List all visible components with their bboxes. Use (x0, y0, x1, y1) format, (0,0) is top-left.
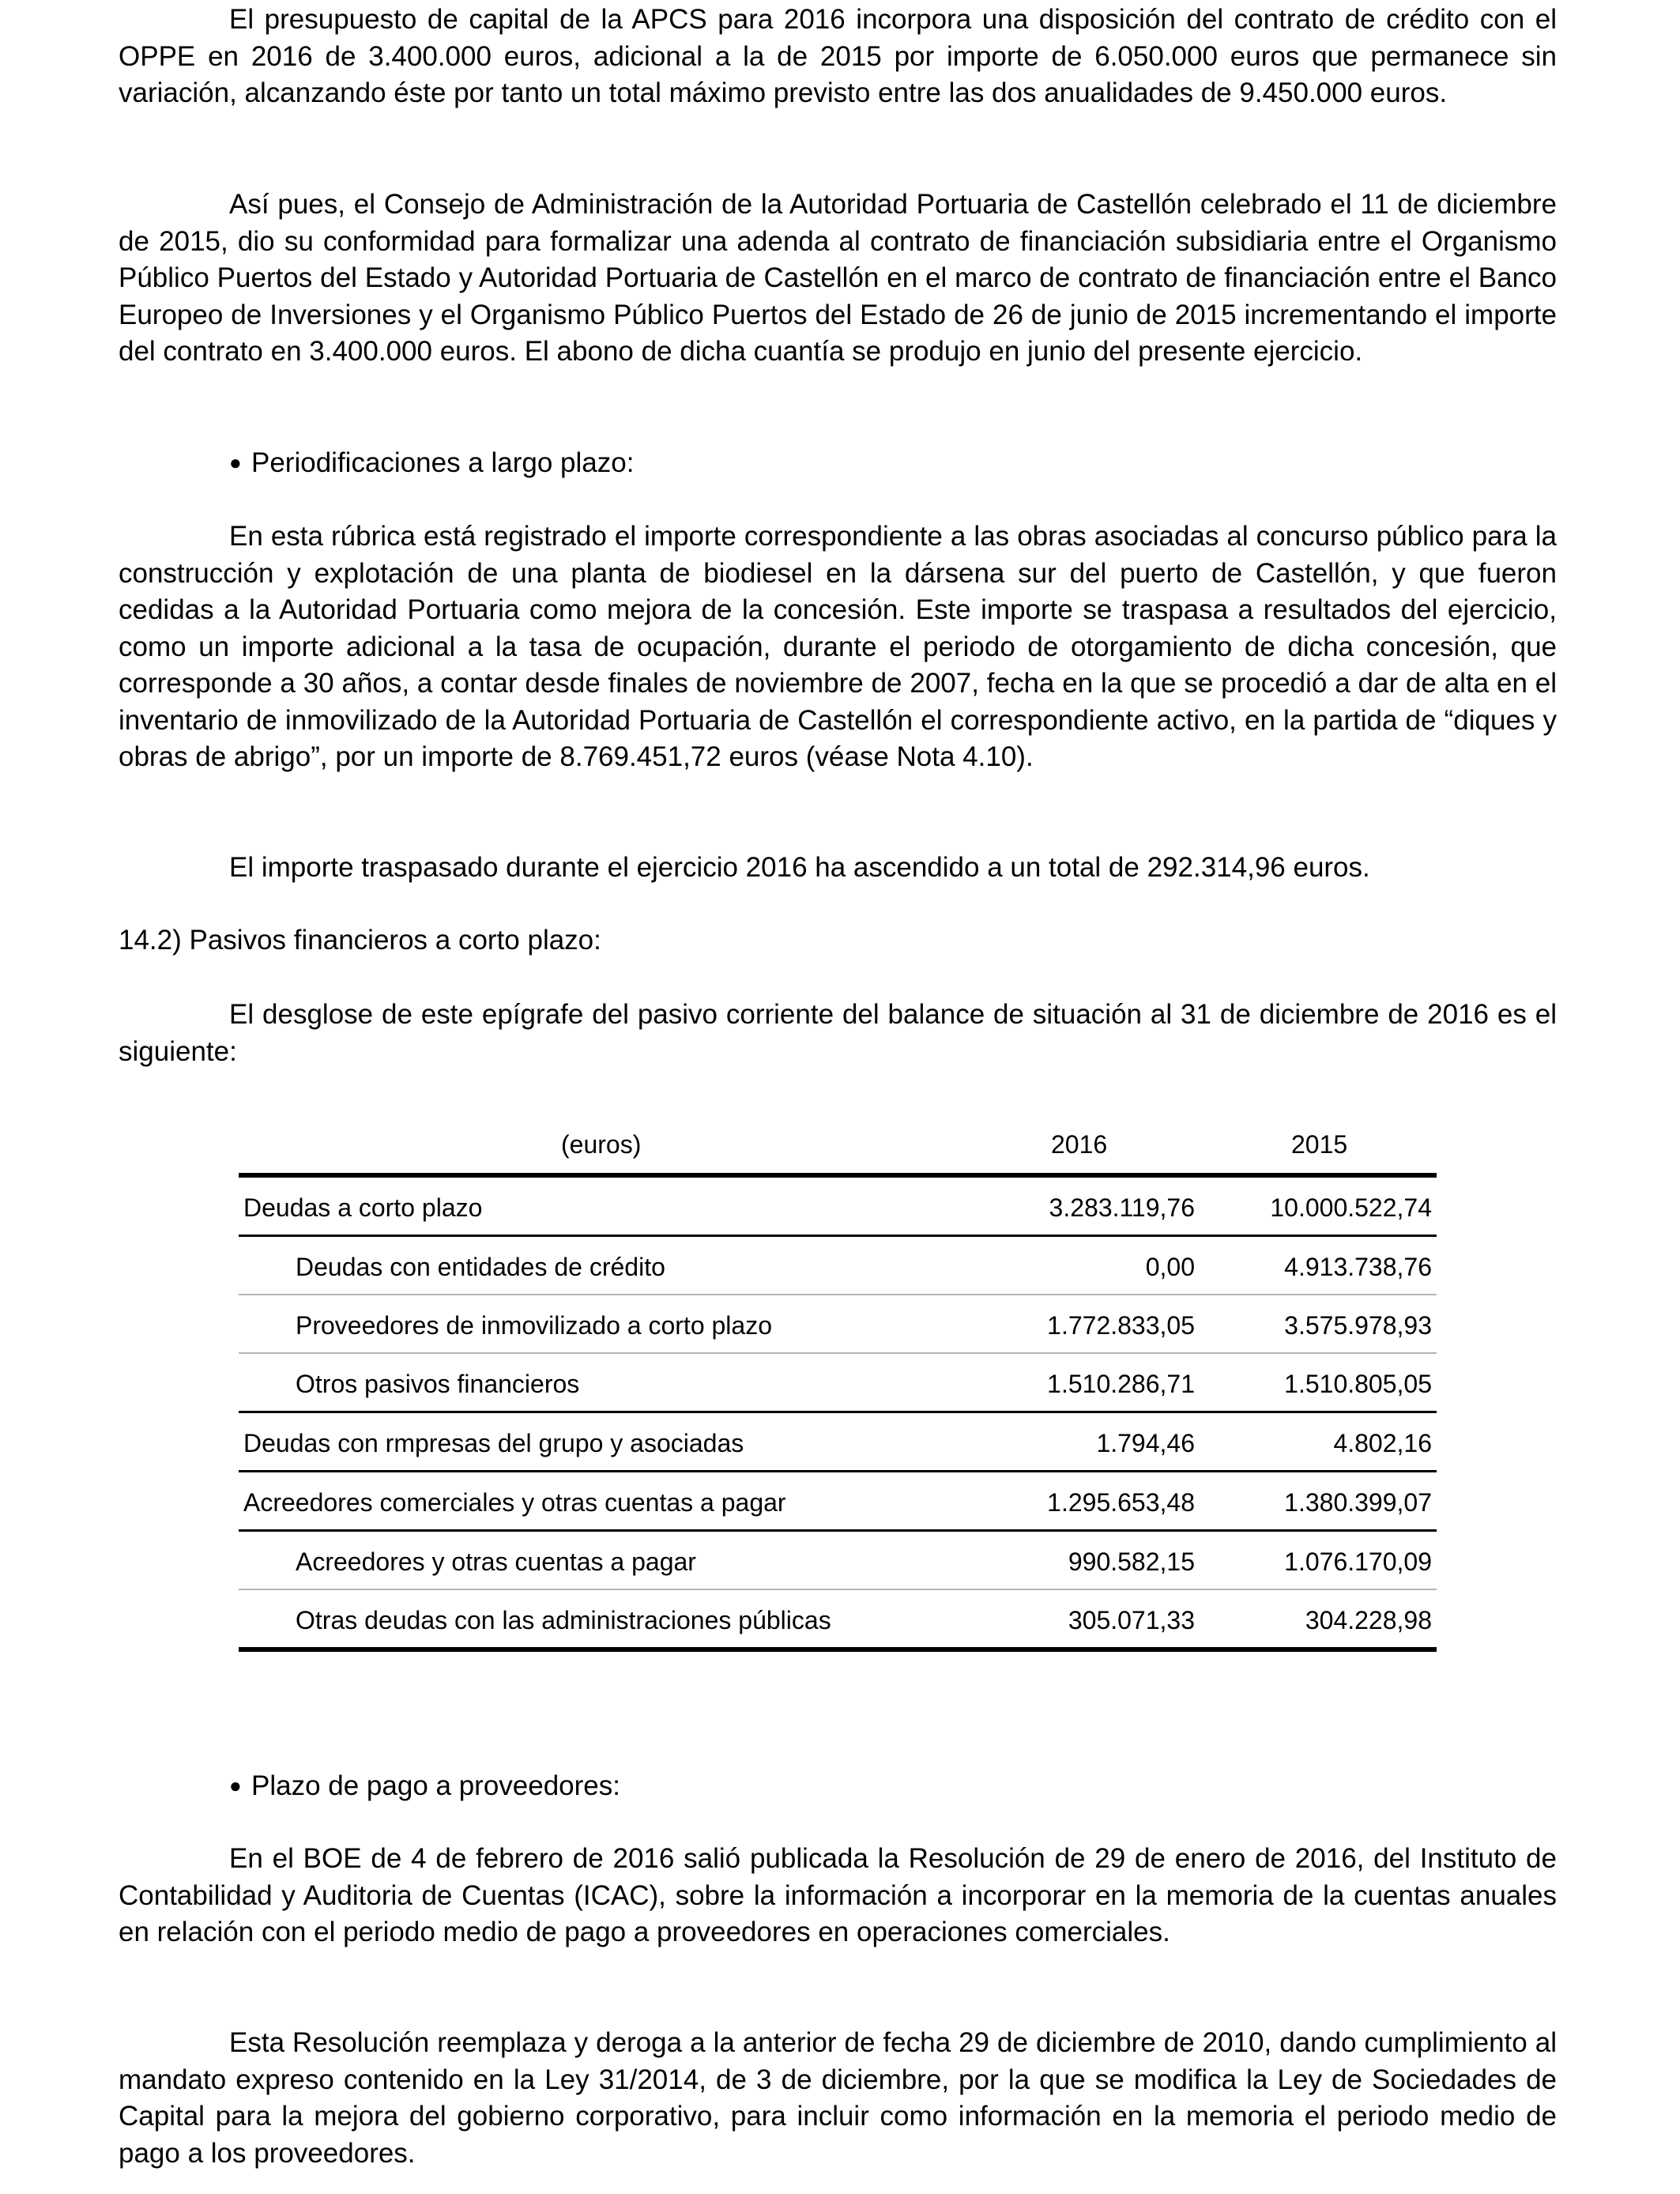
bullet-accruals (229, 444, 634, 482)
table-row (239, 1590, 1437, 1652)
value-2015: 4.913.738,76 (1284, 1253, 1432, 1281)
row-label: Otros pasivos financieros (296, 1370, 580, 1398)
bullet-icon: ● (229, 450, 242, 474)
table-row (239, 1178, 1437, 1237)
paragraph-board-agreement: Así pues, el Consejo de Administración de la Autoridad Portuaria de Castellón celebrado el 11 de diciembre de 2015, dio su conformidad para formalizar una adenda al contrato de financiación subsidiaria entre el Organismo Público Puertos del Estado y Autoridad Portuaria de Castellón en el marco de contrato de financiación entre el Banco Europeo de Inversiones y el Organismo Público Puertos del Estado de 26 de junio de 2015 incrementando el importe del contrato en 3.400.000 euros. El abono de dicha cuantía se produjo en junio del presente ejercicio. (119, 189, 1557, 367)
paragraph-breakdown-intro: El desglose de este epígrafe del pasivo corriente del balance de situación al 31 de diciembre de 2016 es el siguiente: (119, 999, 1557, 1067)
row-label: Otras deudas con las administraciones públicas (296, 1606, 831, 1634)
table-row (239, 1413, 1437, 1472)
value-2016: 305.071,33 (1068, 1606, 1195, 1634)
header-euros: (euros) (561, 1130, 642, 1159)
paragraph-capital-budget: El presupuesto de capital de la APCS para 2016 incorpora una disposición del contrato de crédito con el OPPE en 2016 de 3.400.000 euros, adicional a la de 2015 por importe de 6.050.000 euros que permanece sin variación, alcanzando éste por tanto un total máximo previsto entre las dos anualidades de 9.450.000 euros. (119, 4, 1557, 108)
value-2016: 3.283.119,76 (1049, 1193, 1195, 1222)
row-label: Acreedores comerciales y otras cuentas a pagar (243, 1488, 786, 1517)
paragraph-resolution-replaces: Esta Resolución reemplaza y deroga a la anterior de fecha 29 de diciembre de 2010, dando cumplimiento al mandato expreso contenido en la Ley 31/2014, de 3 de diciembre, por la que se modifica la Ley de Sociedades de Capital para la mejora del gobierno corporativo, para incluir como información en la memoria el periodo medio de pago a los proveedores. (119, 2027, 1557, 2169)
value-2016: 1.794,46 (1096, 1429, 1195, 1457)
table-row (239, 1532, 1437, 1590)
header-2015: 2015 (1291, 1130, 1348, 1159)
table-row (239, 1354, 1437, 1413)
value-2015: 1.076.170,09 (1284, 1547, 1432, 1576)
header-2016: 2016 (1051, 1130, 1108, 1159)
row-label: Deudas con rmpresas del grupo y asociadas (243, 1429, 744, 1457)
value-2015: 3.575.978,93 (1284, 1311, 1432, 1340)
table-row (239, 1237, 1437, 1295)
value-2015: 1.510.805,05 (1284, 1370, 1432, 1398)
value-2016: 990.582,15 (1068, 1547, 1195, 1576)
table-row (239, 1295, 1437, 1354)
value-2015: 1.380.399,07 (1284, 1488, 1432, 1517)
paragraph-biodiesel-concession: En esta rúbrica está registrado el importe correspondiente a las obras asociadas al concurso público para la construcción y explotación de una planta de biodiesel en la dársena sur del puerto de Castellón, y que fueron cedidas a la Autoridad Portuaria como mejora de la concesión. Este importe se traspasa a resultados del ejercicio, como un importe adicional a la tasa de ocupación, durante el periodo de otorgamiento de dicha concesión, que corresponde a 30 años, a contar desde finales de noviembre de 2007, fecha en la que se procedió a dar de alta en el inventario de inmovilizado de la Autoridad Portuaria de Castellón el correspondiente activo, en la partida de “diques y obras de abrigo”, por un importe de 8.769.451,72 euros (véase Nota 4.10). (119, 521, 1557, 772)
row-label: Deudas a corto plazo (243, 1193, 483, 1222)
table-row (239, 1472, 1437, 1532)
section-heading: 14.2) Pasivos financieros a corto plazo: (119, 925, 601, 956)
value-2016: 0,00 (1145, 1253, 1195, 1281)
value-2015: 4.802,16 (1333, 1429, 1432, 1457)
value-2015: 10.000.522,74 (1270, 1193, 1432, 1222)
bullet-supplier-payment-label: Plazo de pago a proveedores: (251, 1770, 620, 1801)
row-label: Proveedores de inmovilizado a corto plazo (296, 1311, 772, 1340)
value-2016: 1.772.833,05 (1047, 1311, 1195, 1340)
financial-liabilities-table (239, 1122, 1437, 1652)
value-2016: 1.510.286,71 (1047, 1370, 1195, 1398)
bullet-supplier-payment (229, 1767, 620, 1805)
row-label: Acreedores y otras cuentas a pagar (296, 1547, 696, 1576)
bullet-accruals-label: Periodificaciones a largo plazo: (251, 447, 635, 478)
row-label: Deudas con entidades de crédito (296, 1253, 665, 1281)
paragraph-boe-resolution: En el BOE de 4 de febrero de 2016 salió publicada la Resolución de 29 de enero de 2016, del Instituto de Contabilidad y Auditoria de Cuentas (ICAC), sobre la información a incorporar en la memoria de la cuentas anuales en relación con el periodo medio de pago a proveedores en operaciones comerciales. (119, 1843, 1557, 1947)
table-header (239, 1122, 1437, 1173)
value-2016: 1.295.653,48 (1047, 1488, 1195, 1517)
bullet-icon: ● (229, 1774, 242, 1797)
value-2015: 304.228,98 (1305, 1606, 1432, 1634)
paragraph-transferred-amount: El importe traspasado durante el ejercicio 2016 ha ascendido a un total de 292.314,96 euros. (229, 852, 1370, 883)
